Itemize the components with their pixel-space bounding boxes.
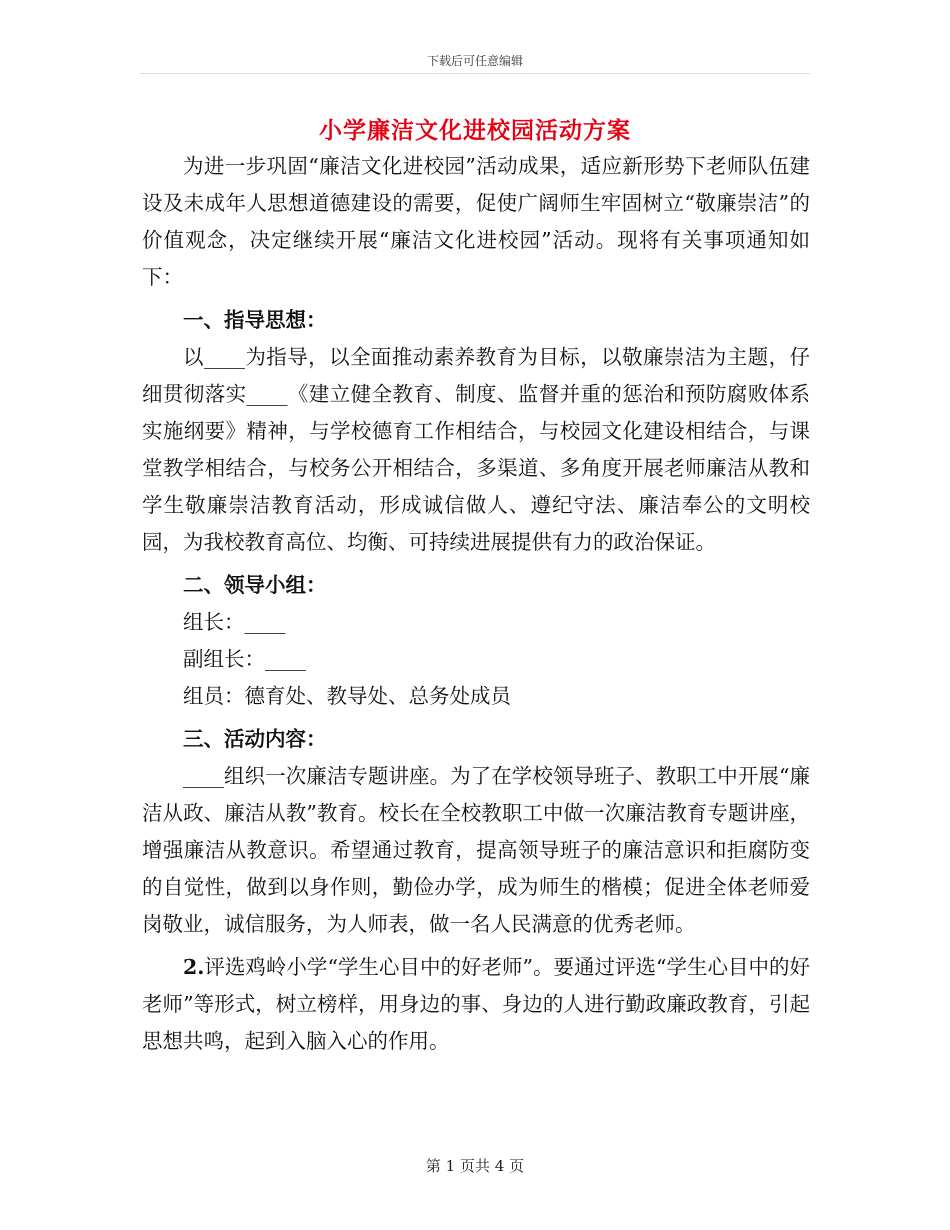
activity-item-1: ____组织一次廉洁专题讲座。为了在学校领导班子、教职工中开展“廉洁从政、廉洁从教”教育。校长在全校教职工中做一次廉洁教育专题讲座，增强廉洁从教意识。希望通过教育，提高领导班子的廉洁意识和拒腐防变的自觉性，做到以身作则，勤俭办学，成为师生的楷模；促进全体老师爱岗敬业，诚信服务，为人师表，做一名人民满意的优秀老师。 xyxy=(142,764,810,936)
deputy-leader-line: 副组长：____ xyxy=(183,647,306,671)
document-title: 小学廉洁文化进校园活动方案 xyxy=(319,117,631,144)
section-heading-guiding-thought: 一、指导思想： xyxy=(183,308,327,332)
guiding-thought-paragraph: 以____为指导，以全面推动素养教育为目标，以敬廉崇洁为主题，仔细贯彻落实____《建立健全教育、制度、监督并重的惩治和预防腐败体系实施纲要》精神，与学校德育工作相结合，与校园文化建设相结合，与课堂教学相结合，与校务公开相结合，多渠道、多角度开展老师廉洁从教和学生敬廉崇洁教育活动，形成诚信做人、遵纪守法、廉洁奉公的文明校园，为我校教育高位、均衡、可持续进展提供有力的政治保证。 xyxy=(142,345,810,554)
page-header: 下载后可任意编辑 xyxy=(426,54,523,68)
activity-item-2 xyxy=(142,949,810,1060)
page-footer: 第 1 页共 4 页 xyxy=(425,1157,525,1175)
intro-paragraph: 为进一步巩固“廉洁文化进校园”活动成果，适应新形势下老师队伍建设及未成年人思想道德建设的需要，促使广阔师生牢固树立“敬廉崇洁”的价值观念，决定继续开展“廉洁文化进校园”活动。现将有关事项通知如下： xyxy=(142,154,810,289)
section-heading-activities: 三、活动内容： xyxy=(183,727,327,751)
activity-item-2-text: 评选鸡岭小学“学生心目中的好老师”。要通过评选“学生心目中的好老师”等形式，树立榜样，用身边的事、身边的人进行勤政廉政教育，引起思想共鸣，起到入脑入心的作用。 xyxy=(142,955,810,1053)
header-divider xyxy=(140,73,810,74)
group-members-line: 组员：德育处、教导处、总务处成员 xyxy=(183,684,511,708)
document-body xyxy=(142,148,810,1060)
group-leader-line: 组长：____ xyxy=(183,610,286,634)
section-heading-leadership-group: 二、领导小组： xyxy=(183,573,327,597)
activity-item-2-number: 2. xyxy=(183,955,205,979)
